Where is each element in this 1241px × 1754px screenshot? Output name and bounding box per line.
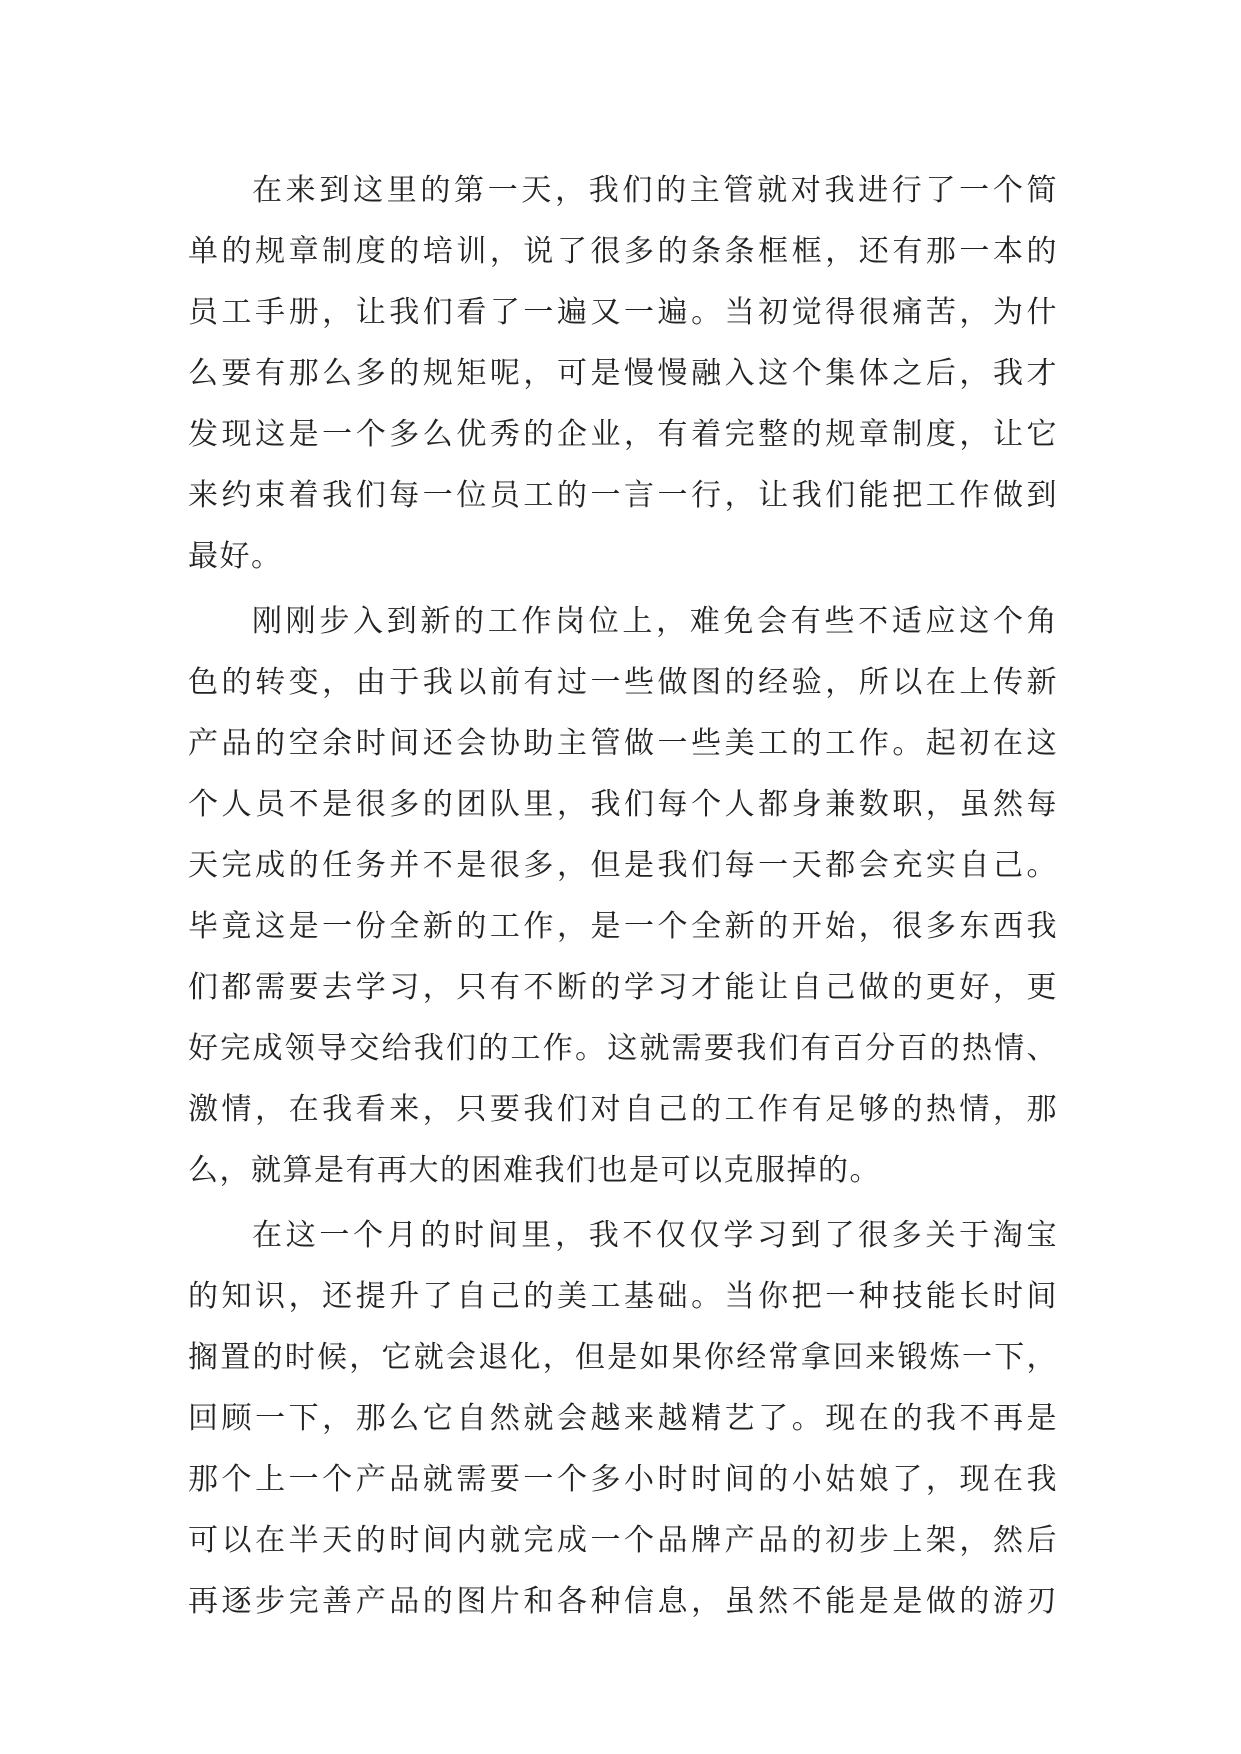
paragraph-1 bbox=[188, 160, 1058, 587]
text-line: 个人员不是很多的团队里，我们每个人都身兼数职，虽然每 bbox=[188, 787, 1058, 822]
text-line: 么要有那么多的规矩呢，可是慢慢融入这个集体之后，我才 bbox=[188, 356, 1058, 391]
text-line: 那个上一个产品就需要一个多小时时间的小姑娘了，现在我 bbox=[188, 1462, 1058, 1497]
text-line: 可以在半天的时间内就完成一个品牌产品的初步上架，然后 bbox=[188, 1523, 1058, 1558]
text-line: 来约束着我们每一位员工的一言一行，让我们能把工作做到 bbox=[188, 478, 1058, 513]
text-line: 再逐步完善产品的图片和各种信息，虽然不能是是做的游刃 bbox=[188, 1584, 1058, 1619]
paragraph-3 bbox=[188, 1205, 1058, 1632]
text-line: 色的转变，由于我以前有过一些做图的经验，所以在上传新 bbox=[188, 665, 1058, 700]
text-line: 么，就算是有再大的困难我们也是可以克服掉的。 bbox=[188, 1153, 881, 1188]
text-line: 在这一个月的时间里，我不仅仅学习到了很多关于淘宝 bbox=[252, 1218, 1058, 1253]
text-line: 刚刚步入到新的工作岗位上，难免会有些不适应这个角 bbox=[252, 604, 1058, 639]
text-line: 单的规章制度的培训，说了很多的条条框框，还有那一本的 bbox=[188, 234, 1058, 269]
text-line: 最好。 bbox=[188, 539, 283, 574]
text-line: 在来到这里的第一天，我们的主管就对我进行了一个简 bbox=[252, 173, 1058, 208]
document-body bbox=[188, 160, 1058, 1632]
text-line: 激情，在我看来，只要我们对自己的工作有足够的热情，那 bbox=[188, 1092, 1058, 1127]
text-line: 回顾一下，那么它自然就会越来越精艺了。现在的我不再是 bbox=[188, 1401, 1058, 1436]
text-line: 搁置的时候，它就会退化，但是如果你经常拿回来锻炼一下， bbox=[188, 1340, 1058, 1375]
paragraph-2 bbox=[188, 591, 1058, 1201]
text-line: 产品的空余时间还会协助主管做一些美工的工作。起初在这 bbox=[188, 726, 1058, 761]
text-line: 毕竟这是一份全新的工作，是一个全新的开始，很多东西我 bbox=[188, 909, 1058, 944]
text-line: 们都需要去学习，只有不断的学习才能让自己做的更好，更 bbox=[188, 970, 1058, 1005]
text-line: 发现这是一个多么优秀的企业，有着完整的规章制度，让它 bbox=[188, 417, 1058, 452]
text-line: 的知识，还提升了自己的美工基础。当你把一种技能长时间 bbox=[188, 1279, 1058, 1314]
text-line: 好完成领导交给我们的工作。这就需要我们有百分百的热情、 bbox=[188, 1031, 1058, 1066]
text-line: 天完成的任务并不是很多，但是我们每一天都会充实自己。 bbox=[188, 848, 1058, 883]
text-line: 员工手册，让我们看了一遍又一遍。当初觉得很痛苦，为什 bbox=[188, 295, 1058, 330]
